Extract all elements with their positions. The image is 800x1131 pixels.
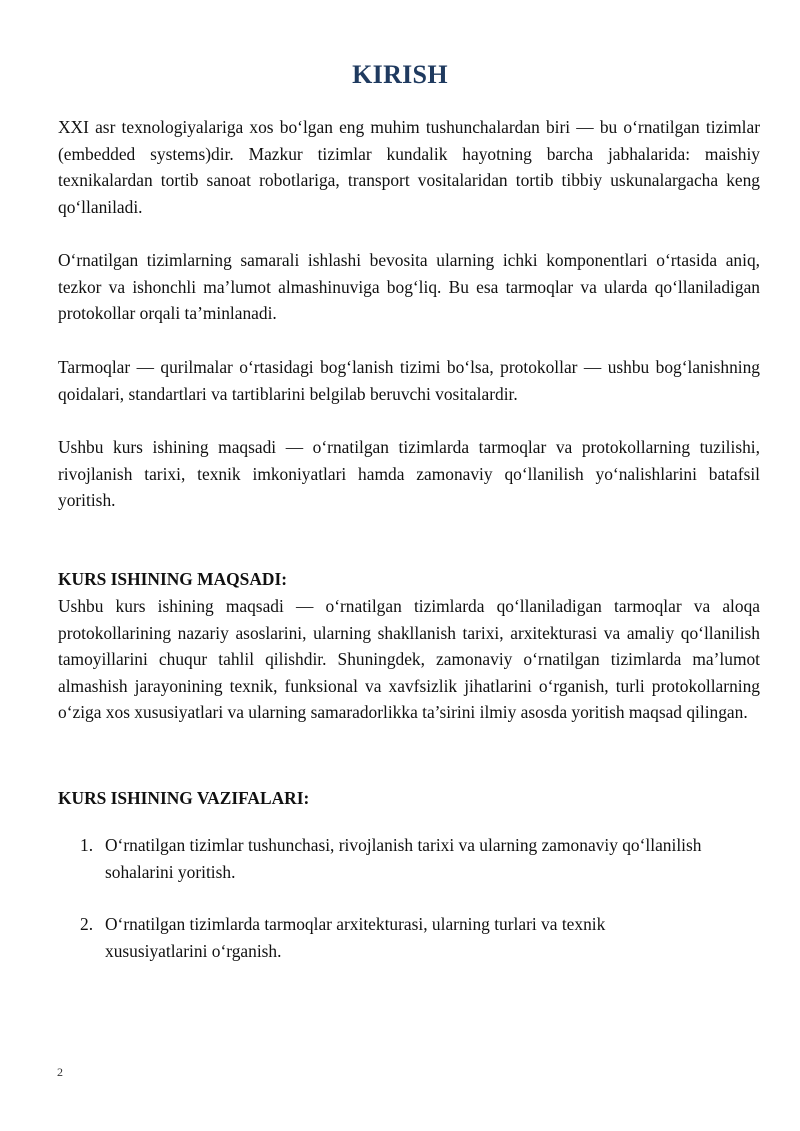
task-text: O‘rnatilgan tizimlarda tarmoqlar arxitekturasi, ularning turlari va texnik xususiyatlarini o‘rganish. [105, 914, 606, 961]
task-number: 1. [80, 835, 94, 855]
goal-heading: KURS ISHINING MAQSADI: [58, 569, 288, 589]
intro-paragraph-4: Ushbu kurs ishining maqsadi — o‘rnatilgan tizimlarda tarmoqlar va protokollarning tuzilishi, rivojlanish tarixi, texnik imkoniyatlari hamda zamonaviy qo‘llanilish yo‘nalishlarini batafsil yoritish. [58, 437, 760, 511]
task-text: O‘rnatilgan tizimlar tushunchasi, rivojlanish tarixi va ularning zamonaviy qo‘llanilish sohalarini yoritish. [105, 835, 702, 882]
page-title: KIRISH [352, 60, 448, 89]
intro-paragraph-2: O‘rnatilgan tizimlarning samarali ishlashi bevosita ularning ichki komponentlari o‘rtasida aniq, tezkor va ishonchli ma’lumot almashinuviga bog‘liq. Bu esa tarmoqlar va ularda qo‘llaniladigan protokollar orqali ta’minlanadi. [58, 250, 760, 324]
goal-paragraph: Ushbu kurs ishining maqsadi — o‘rnatilgan tizimlarda qo‘llaniladigan tarmoqlar va aloqa protokollarining nazariy asoslarini, ularning shakllanish tarixi, arxitekturasi va amaliy qo‘llanilish tamoyillarini chuqur tahlil qilishdir. Shuningdek, zamonaviy o‘rnatilgan tizimlarda ma’lumot almashish jarayonining texnik, funksional va xavfsizlik jihatlarini o‘rganish, turli protokollarning o‘ziga xos xususiyatlari va ularning samaradorlikka ta’sirini ilmiy asosda yoritish maqsad qilingan. [58, 596, 760, 723]
tasks-heading: KURS ISHINING VAZIFALARI: [58, 788, 310, 808]
task-number: 2. [80, 914, 94, 934]
page-number: 2 [57, 1065, 63, 1079]
intro-paragraph-1: XXI asr texnologiyalariga xos bo‘lgan eng muhim tushunchalardan biri — bu o‘rnatilgan tizimlar (embedded systems)dir. Mazkur tizimlar kundalik hayotning barcha jabhalarida: maishiy texnikalardan tortib sanoat robotlariga, transport vositalaridan tortib tibbiy uskunalargacha keng qo‘llaniladi. [58, 117, 760, 217]
intro-paragraph-3: Tarmoqlar — qurilmalar o‘rtasidagi bog‘lanish tizimi bo‘lsa, protokollar — ushbu bog‘lanishning qoidalari, standartlari va tartiblarini belgilab beruvchi vositalardir. [58, 357, 760, 404]
